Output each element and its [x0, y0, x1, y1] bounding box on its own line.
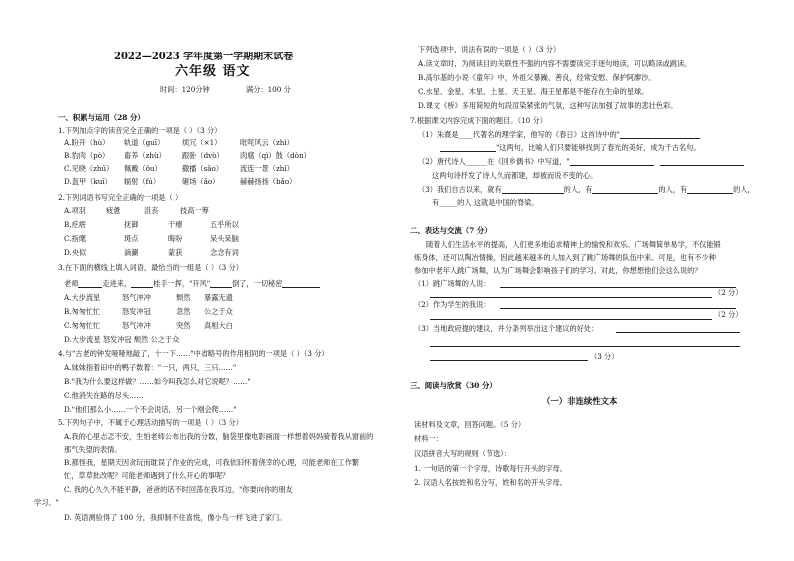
q4-option-d: D."他们那么小……一个不会说话，另一个刚会爬……" [64, 405, 237, 414]
exam-title: 2022—2023 学年度第一学期期末试卷 [114, 52, 294, 61]
exam-time: 时间：120分钟 [160, 85, 210, 94]
question-7: 7.根据课文内容完成下面的题目。（10 分） [410, 116, 547, 125]
material-1-rule-1: 1. 一句话的第一个字母，诗歌每行开头的字母。 [414, 464, 567, 473]
q4-option-b: B."我为什么要这样做？……如今叫我怎么对它说呢？……" [64, 377, 251, 386]
q4-option-a: A.妹妹指着田中的鸭子数着："一只，两只，三只……" [64, 363, 237, 372]
q4-option-c: C.他消失在路的尽头…… [64, 391, 144, 400]
question-2: 2.下列词语书写完全正确的一项是（ ） [58, 193, 183, 202]
section-1-heading: 一、积累与运用（28 分） [58, 113, 145, 122]
question-6: 下列选项中，说法有误的一项是（ ）（3 分） [418, 45, 561, 54]
q7-item-3-cont: 有_____的人 这就是中国的脊梁。 [432, 198, 539, 207]
response-1-score: （2 分） [714, 288, 743, 297]
q2-option-row: B.疙瘩 抚御 干瘪 五乎所以 [64, 220, 239, 229]
q5-option-c-line1: C. 我的心久久不能平静，爸爸的话不时回荡在我耳边，"你要向你的朋友 [64, 485, 293, 494]
response-2-prompt: （2）作为学生的我说： [414, 300, 491, 309]
q5-option-a-line1: A.我的心里忐忑不安，生怕老师公布出我的分数，脑袋里像电影画面一样想着妈妈骑着我从窗前的 [64, 432, 374, 441]
passage-line-1: 随着人们生活水平的提高，人们更多地追求精神上的愉悦和欢乐。广场舞简单易学，不仅能锻 [426, 240, 721, 249]
response-1-prompt: （1）跳广场舞的人说： [414, 279, 491, 288]
q5-option-c-line2: 学习。" [34, 498, 59, 507]
exam-subtitle: 六年级 语文 [175, 64, 251, 79]
section-3-heading: 三、阅读与欣赏（30 分） [410, 381, 497, 390]
q7-item-2-cont: 这两句诗抒发了诗人久而都建，却被而说不变的心。 [432, 171, 598, 180]
section-2-heading: 二、表达与交流（7 分） [410, 226, 492, 235]
response-3-prompt: （3）当地政府提的建议，并分条列举出这个建议的好处： [414, 324, 599, 333]
q3-option-row: D.大步流星 怒发冲冠 颓然 公之于众 [64, 335, 180, 344]
q7-item-2: （2）唐代诗人______在《回乡偶书》中写道，" [418, 157, 744, 166]
response-2-score: （2 分） [714, 310, 743, 319]
q1-option-row: C.见晓（zhū） 佩戴（ǒu） 撒播（sǎo） 流连一景（zhǐ） [64, 164, 294, 173]
q1-option-row: D.盔甲（kuī） 辐射（fú） 砸场（ǎo） 赫赫扬扬（bǎo） [64, 177, 297, 186]
q1-option-row: A.盼开（hù） 轨道（guī） 烦冗（×1） 吡咤风云（zhì） [64, 138, 294, 147]
question-3: 3.在下面的横线上填入词语，最恰当的一组是（ ）（3 分） [58, 263, 243, 272]
q2-option-row: A.项羽 疲惫 沮丧 技高一筹 [64, 206, 209, 215]
answer-line[interactable] [500, 308, 736, 309]
q6-option-d: D.课文《桥》多用简短的句段渲染紧张的气氛，这种写法加强了故事的悲壮色彩。 [418, 101, 678, 110]
q2-option-row: D.央似 滴涮 蒙获 念念有词 [64, 248, 239, 257]
subsection-heading: （一）非连续性文本 [542, 396, 618, 406]
q5-option-b-line2: 忙，草草批改呢？可能老师遇到了什么开心的事呢？ [64, 471, 230, 480]
q6-option-c: C.水星、金星、木星、土星、天王星、海王星都是不能存在生命的星球。 [418, 87, 649, 96]
material-1-rule-2: 2. 汉语人名按姓和名分写，姓和名的开头字母。 [414, 478, 567, 487]
q3-option-row: B.匆匆忙忙 怒发冲冠 忽然 公之于众 [64, 307, 233, 316]
answer-line[interactable] [430, 297, 712, 298]
q6-option-a: A.读文章时，为阅读目的关联性不强的内容不需要读完手逐句地读，可以略读或跳读。 [418, 59, 692, 68]
material-1-label: 材料一： [414, 434, 443, 443]
q7-item-3: （3）我们自古以来，就有 的人，有 的人，有 的人， [418, 185, 755, 194]
q3-option-row: A.大步流星 怒气冲冲 颓然 暴露无遗 [64, 293, 233, 302]
material-1-title: 汉语拼音大写的规则（节选）： [414, 449, 512, 458]
q6-option-b: B.高尔基的小说《童年》中，外祖父暴躁、善良，经常安慰、保护阿廖沙。 [418, 73, 656, 82]
answer-line[interactable] [430, 319, 712, 320]
response-3-score: （3 分） [590, 352, 619, 361]
answer-line[interactable] [616, 332, 740, 333]
q1-option-row: B.豹肉（pò） 畜养（zhù） 跟卧（dvò） 肉腐（qì）鼓（dòn） [64, 151, 311, 160]
q5-option-d: D. 英语测验得了 100 分，我抑制不住喜悦，像小鸟一样飞进了家门。 [64, 513, 287, 522]
q5-option-a-line2: 那气失望的表情。 [64, 445, 122, 454]
q3-fill-sentence: 老师 走进来， 桂手一挥，"开风" 倒了，一切秘密 [64, 279, 320, 288]
q2-option-row: C.指麾 斑点 晦吩 呆头呆脑 [64, 234, 239, 243]
q3-option-row: C.匆匆忙忙 怒气冲冲 突然 真相大白 [64, 321, 233, 330]
reading-intro: 读材料及文章，回答问题。（5 分） [414, 420, 526, 429]
passage-line-2: 炼身体，还可以陶冶情操，因此越来越多的人加入到了跳广场舞的队伍中来。可是，也有不少种 [414, 253, 716, 262]
question-4: 4.与"古老的钟发哑哑地敲了，十一下……"中省略号的作用相同的一项是（ ）（3 分） [58, 349, 329, 358]
answer-line[interactable] [500, 287, 736, 288]
q5-option-b-line1: B.都怪我，星期天因贪玩而耽误了作业的完成，可我依旧怀着侥幸的心理，可能老师在工作繁 [64, 458, 360, 467]
left-column [34, 0, 394, 561]
passage-line-3: 参加中老年人跳广场舞，认为广场舞会影响孩子们的学习。对此，你想想他们会这么说的？ [414, 266, 702, 275]
right-column [408, 0, 774, 561]
answer-line[interactable] [430, 346, 740, 347]
q7-item-1-cont: "这两句，比喻人们只要能够找到了春光的美好，成为千古名句。 [440, 143, 701, 152]
question-5: 5.下列句子中，不属于心理活动描写的一项是（ ）（3 分） [58, 418, 243, 427]
answer-line[interactable] [430, 360, 588, 361]
question-1: 1.下列加点字的读音完全正确的一项是（ ）（3 分） [58, 126, 222, 135]
exam-score: 满分：100 分 [246, 85, 291, 94]
q7-item-1: （1）朱熹是____代著名的理学家，他写的《春日》这首诗中的" [418, 130, 700, 139]
